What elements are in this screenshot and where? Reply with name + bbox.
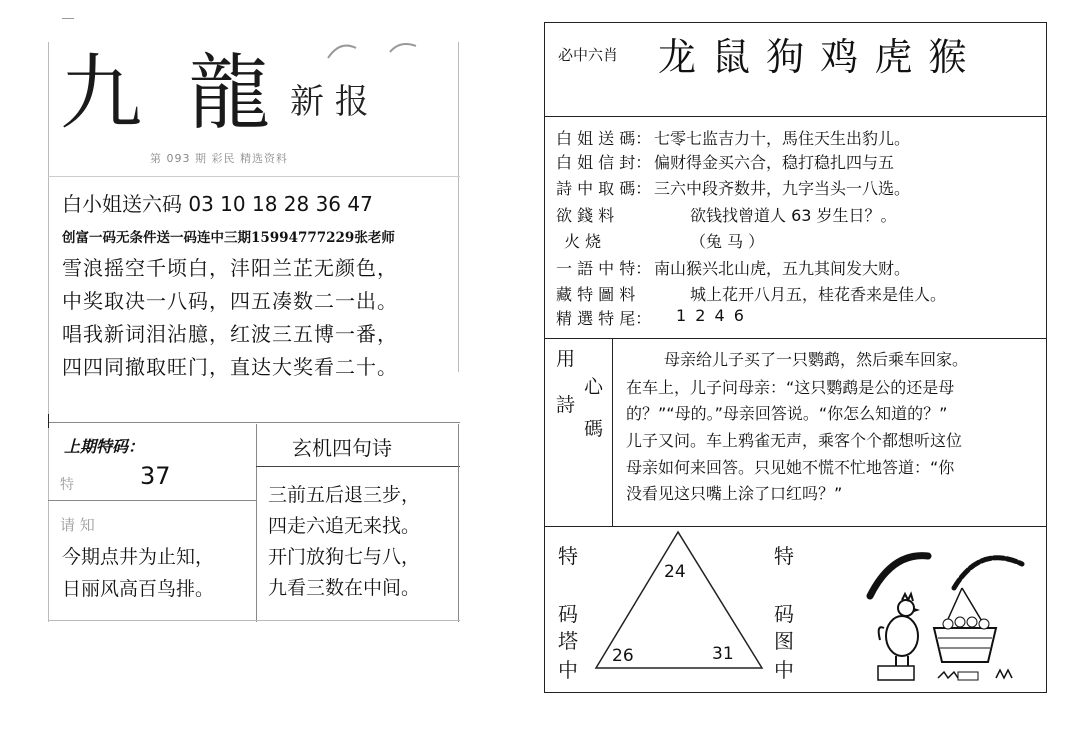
poem-line: 中奖取决一八码，四五凑数二一出。 xyxy=(62,289,398,313)
tower-right-char: 特 xyxy=(774,544,794,568)
triangle-left-number: 26 xyxy=(612,646,634,666)
info-value: 欲钱找曾道人 63 岁生日？。 xyxy=(690,206,897,225)
triangle-right-number: 31 xyxy=(712,644,734,664)
top-pick: 白小姐送六码 03 10 18 28 36 47 xyxy=(62,192,373,216)
issue-line: 第 093 期 彩民 精选资料 xyxy=(150,152,288,165)
tower-left-char: 塔 xyxy=(558,629,578,653)
notice-label: 请 知 xyxy=(60,516,95,534)
six-zodiac-animals: 龙 鼠 狗 鸡 虎 猴 xyxy=(658,35,969,79)
info-label: 白 姐 信 封： xyxy=(556,153,652,172)
last-special-value: 37 xyxy=(140,462,171,490)
story-line: 没看见这只嘴上涂了口红吗？” xyxy=(626,484,843,503)
info-label: 火 烧 xyxy=(564,232,602,251)
xuanji-line: 四走六追无来找。 xyxy=(268,515,421,537)
info-label: 一 語 中 特： xyxy=(556,259,652,278)
poem-line: 唱我新词泪沾臆，红波三五博一番， xyxy=(62,322,398,346)
tower-left-char: 码 xyxy=(558,602,578,626)
rooster-basket-illustration xyxy=(862,544,1032,686)
xuanji-title: 玄机四句诗 xyxy=(292,436,392,460)
info-label: 詩 中 取 碼： xyxy=(556,179,652,198)
yongxin-char: 心 xyxy=(584,376,604,398)
xuanji-line: 三前五后退三步， xyxy=(268,484,421,506)
info-label: 藏 特 圖 料 xyxy=(556,285,636,304)
tower-left-char: 中 xyxy=(558,658,578,682)
xuanji-line: 九看三数在中间。 xyxy=(268,577,421,599)
info-label: 精 選 特 尾： xyxy=(556,309,652,328)
tower-right-char: 码 xyxy=(774,602,794,626)
yongxin-char: 用 xyxy=(556,348,576,370)
story-line: 儿子又问。车上鸦雀无声，乘客个个都想听这位 xyxy=(626,431,963,450)
info-value: 偏财得金买六合，稳打稳扎四与五 xyxy=(654,153,895,172)
notice-line: 今期点井为止知， xyxy=(62,546,215,568)
triangle-top-number: 24 xyxy=(664,562,686,582)
notice-line: 日丽风高百鸟排。 xyxy=(62,578,215,600)
yongxin-char: 詩 xyxy=(556,394,576,416)
story-line: 母亲如何来回答。只见她不慌不忙地答道：“你 xyxy=(626,458,955,477)
masthead-title: 九 龍 xyxy=(60,46,281,141)
info-value: 七零七监吉力十，馬住天生出豹儿。 xyxy=(654,129,911,148)
poem-line: 雪浪摇空千顷白，沣阳兰芷无颜色， xyxy=(62,256,398,280)
last-special-char: 特 xyxy=(60,477,74,493)
info-value: 南山猴兴北山虎，五九其间发大财。 xyxy=(654,259,911,278)
story-line: 母亲给儿子买了一只鹦鹉，然后乘车回家。 xyxy=(664,350,969,369)
story-line: 在车上，儿子问母亲：“这只鹦鹉是公的还是母 xyxy=(626,378,955,397)
last-special-label: 上期特码： xyxy=(64,437,145,456)
tower-right-char: 图 xyxy=(774,629,794,653)
masthead-subtitle: 新 报 xyxy=(290,82,369,122)
story-line: 的？”“母的。”母亲回答说。“你怎么知道的？” xyxy=(626,404,948,423)
poem-line: 四四同撤取旺门，直达大奖看二十。 xyxy=(62,355,398,379)
info-value: （兔 马 ） xyxy=(690,232,765,251)
info-value: 三六中段齐数井，九字当头一八选。 xyxy=(654,179,911,198)
info-label: 白 姐 送 碼： xyxy=(556,129,652,148)
tower-left-char: 特 xyxy=(558,544,578,568)
yongxin-char: 碼 xyxy=(584,418,604,440)
masthead-decoration xyxy=(320,36,430,66)
six-zodiac-label: 必中六肖 xyxy=(558,46,619,64)
slogan: 创富一码无条件送一码连中三期15994777229张老师 xyxy=(62,230,395,246)
tower-right-char: 中 xyxy=(774,658,794,682)
info-label: 欲 錢 料 xyxy=(556,206,615,225)
xuanji-line: 开门放狗七与八， xyxy=(268,546,421,568)
info-value: 1 2 4 6 xyxy=(676,306,746,325)
info-value: 城上花开八月五，桂花香来是佳人。 xyxy=(690,285,947,304)
